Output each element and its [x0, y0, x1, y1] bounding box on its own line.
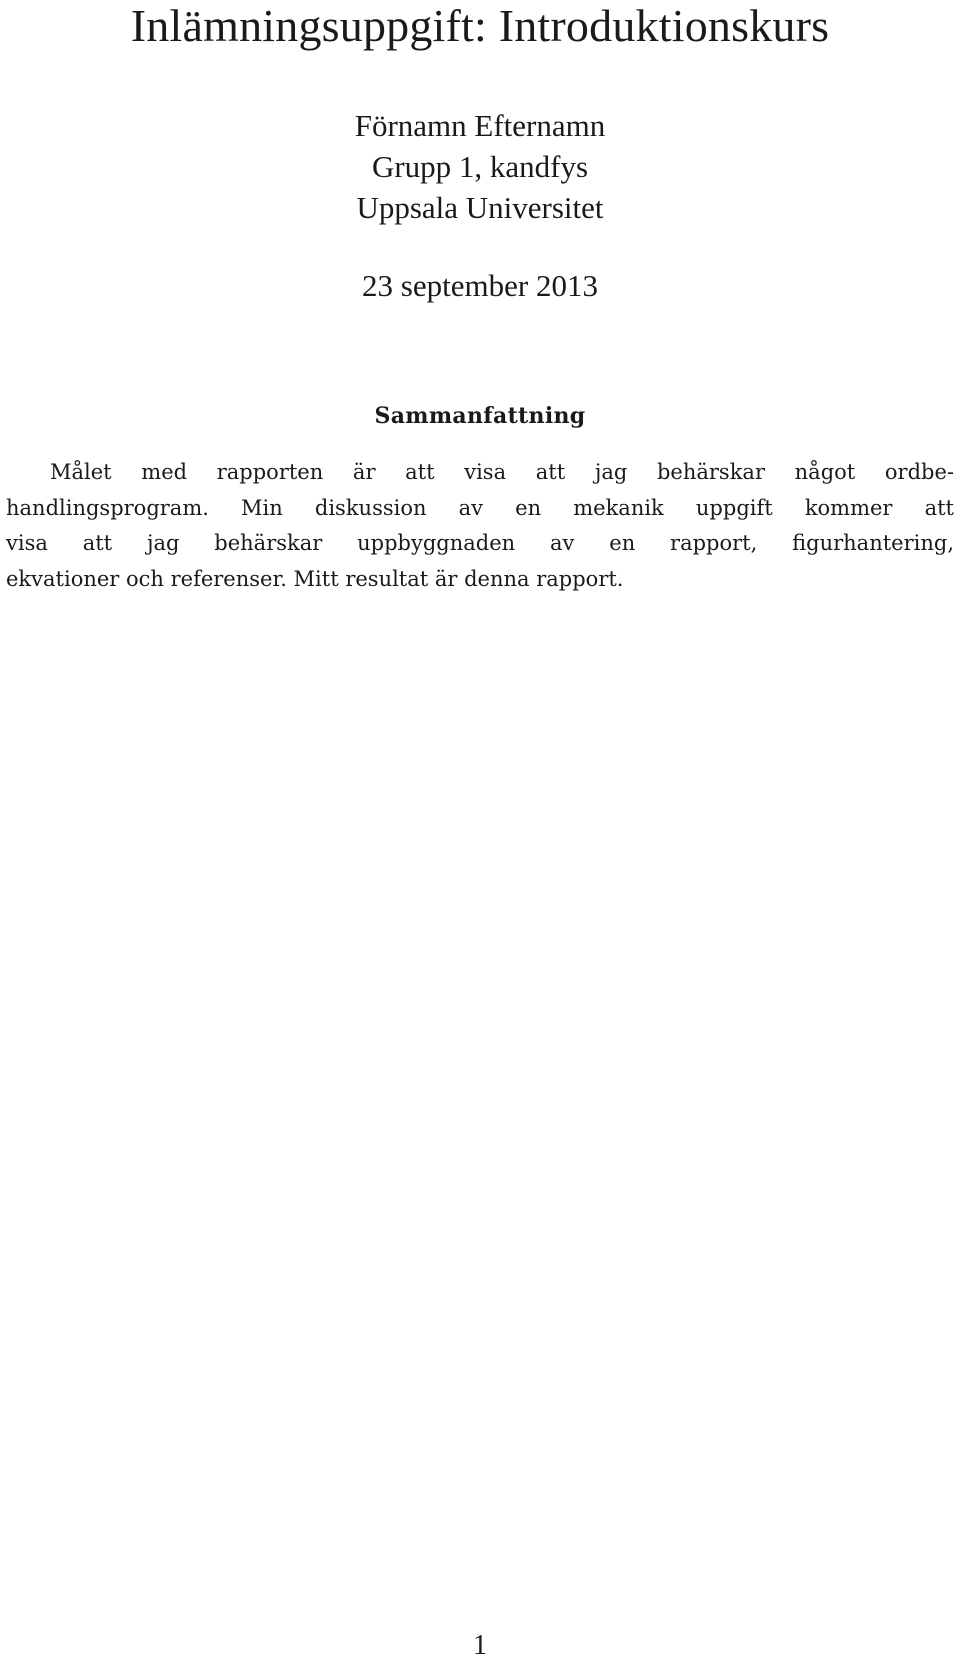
abstract-line: Målet med rapporten är att visa att jag behärskar något ordbe- [50, 460, 954, 484]
author-name: Förnamn Efternamn [354, 108, 606, 143]
abstract-line: ekvationer och referenser. Mitt resultat är denna rapport. [6, 566, 624, 591]
document-title: Inlämningsuppgift: Introduktionskurs [130, 0, 830, 51]
abstract-body [6, 455, 954, 597]
author-block [0, 105, 960, 228]
document-date: 23 september 2013 [362, 268, 598, 303]
abstract-line: handlingsprogram. Min diskussion av en mekanik uppgift kommer att [6, 495, 954, 520]
abstract-heading: Sammanfattning [374, 403, 586, 429]
page-number: 1 [473, 1630, 487, 1661]
author-group: Grupp 1, kandfys [371, 149, 589, 184]
author-affiliation: Uppsala Universitet [356, 190, 604, 225]
abstract-line: visa att jag behärskar uppbyggnaden av en rapport, figurhantering, [6, 531, 954, 555]
